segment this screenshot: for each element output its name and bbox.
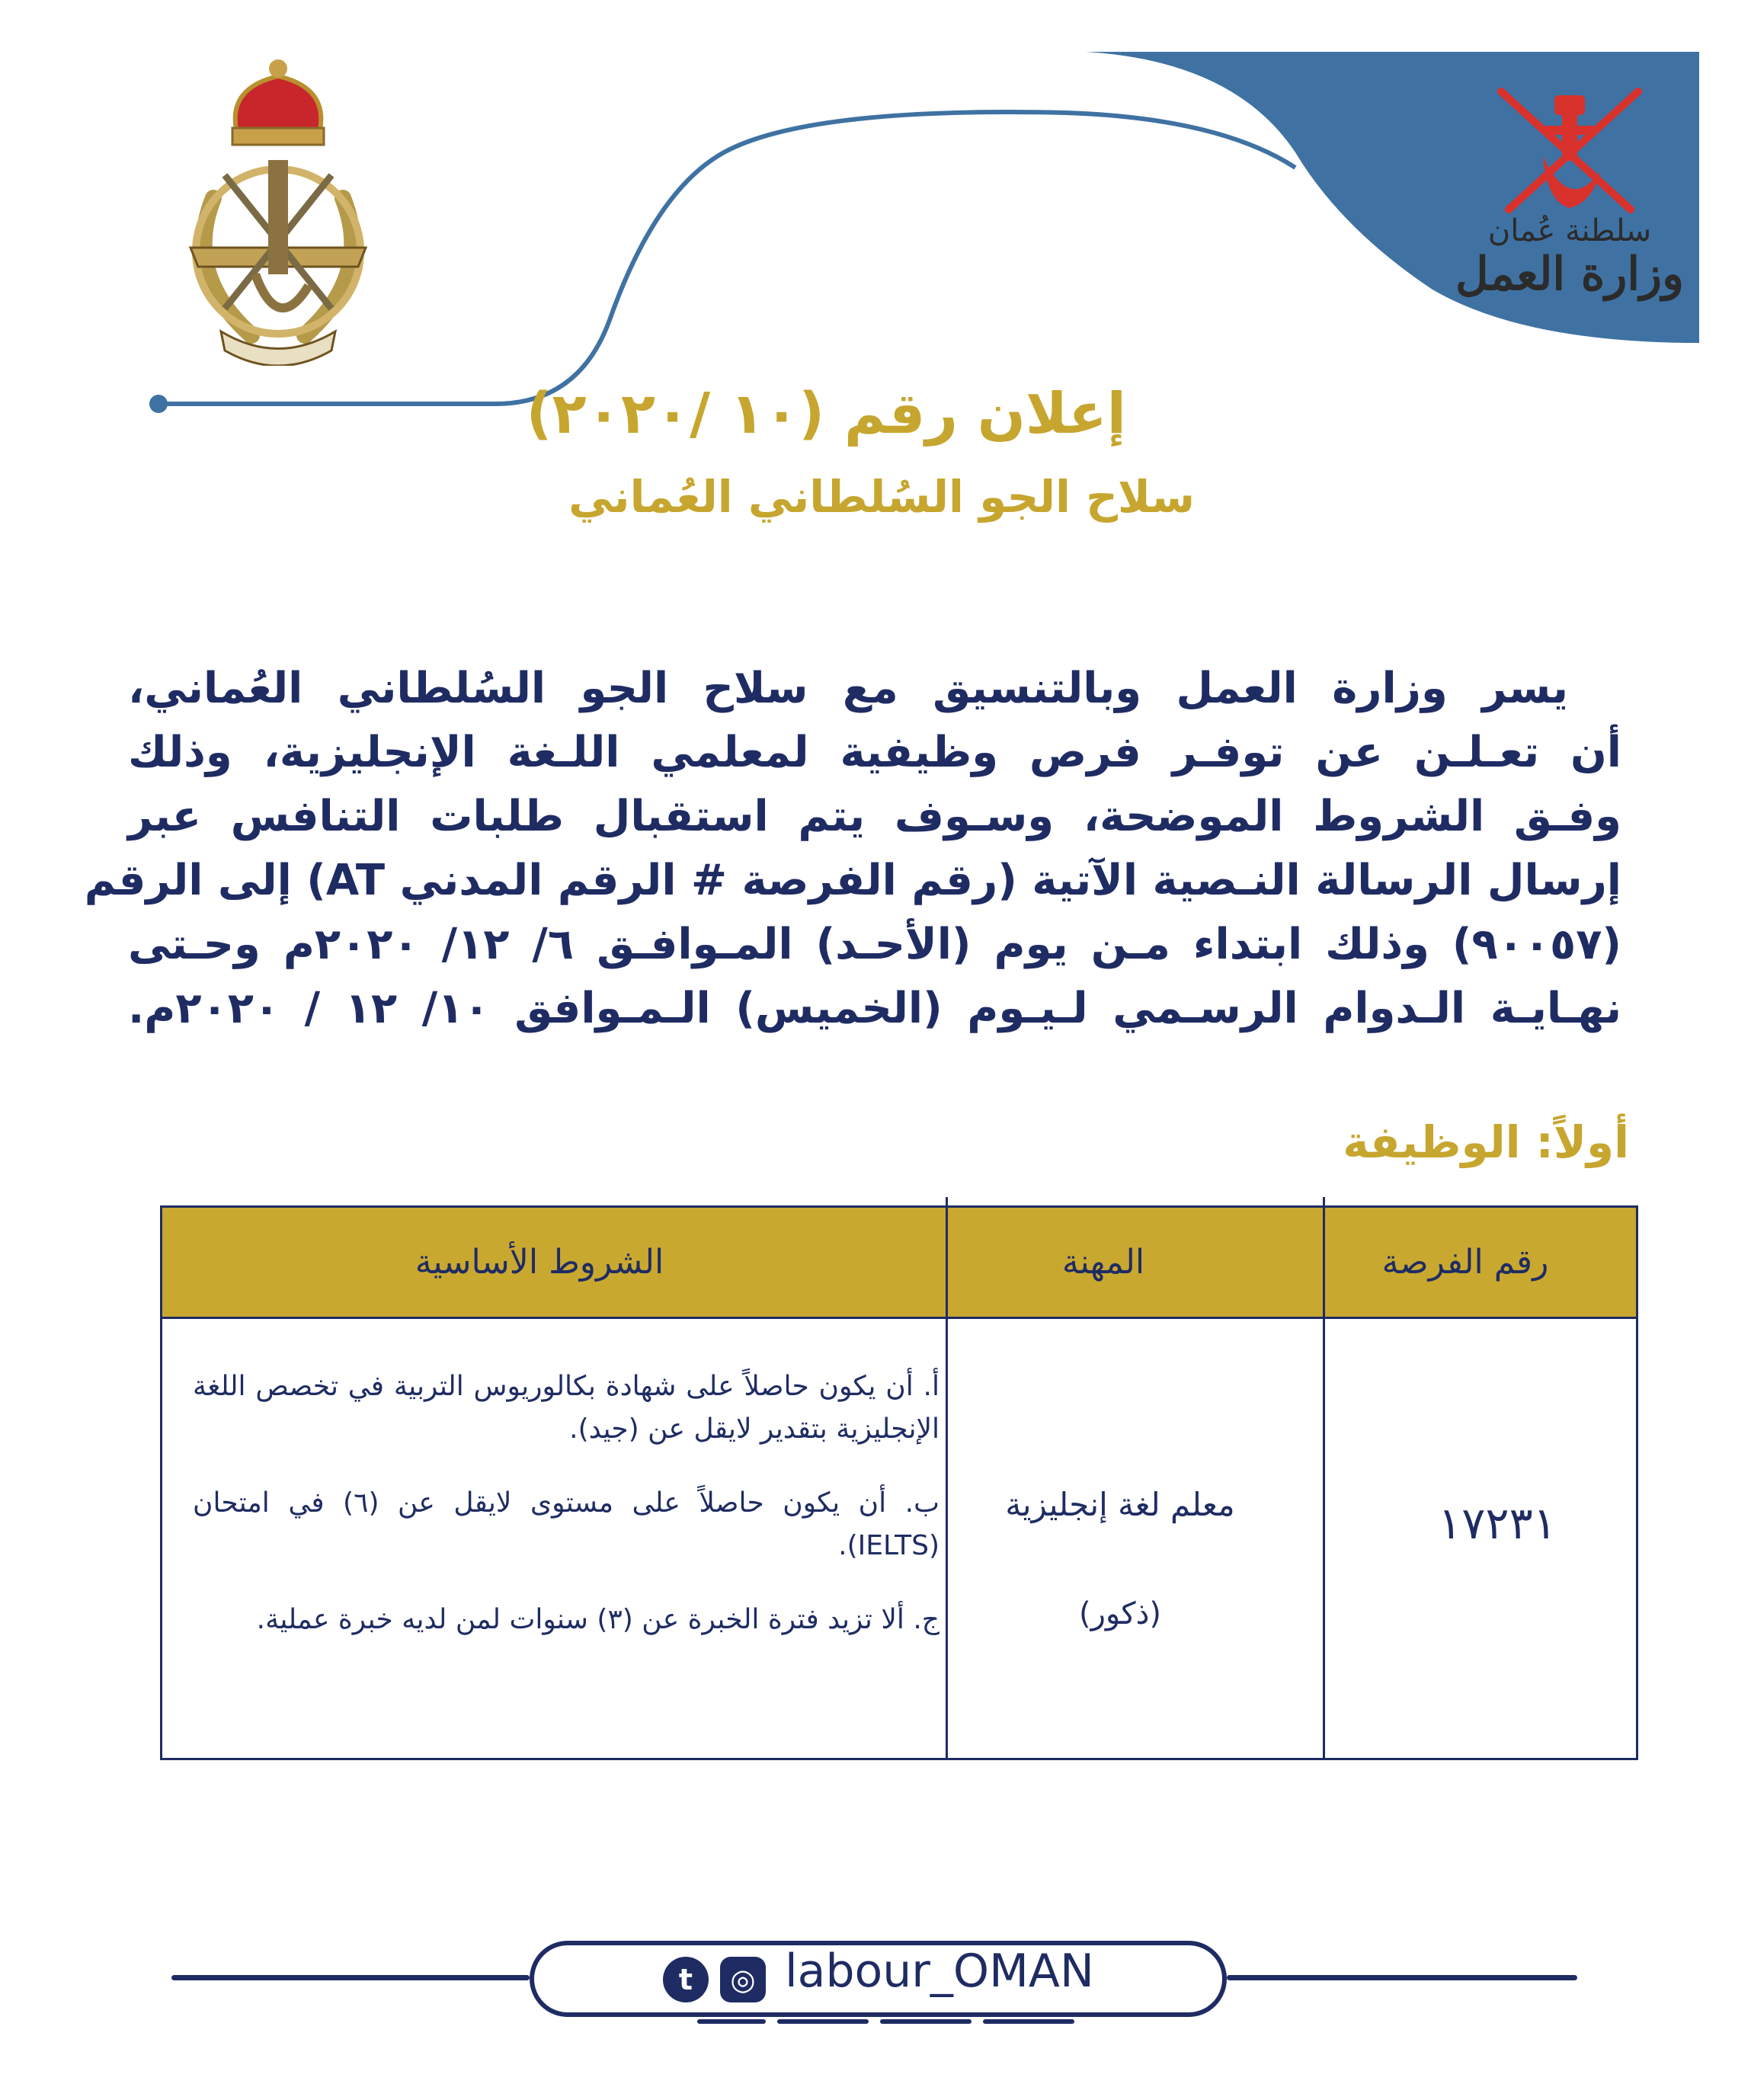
intro-line: يسر وزارة العمل وبالتنسيق مع سلاح الجو السُلطاني العُماني، <box>128 664 1568 713</box>
column-divider <box>946 1197 948 1758</box>
profession-gender: (ذكور) <box>1078 1596 1162 1631</box>
header-opportunity-number: رقم الفرصة <box>1381 1243 1549 1282</box>
footer-line <box>1227 1975 1577 1980</box>
announcement-subtitle: سلاح الجو السُلطاني العُماني <box>568 471 1195 523</box>
curve-dot <box>149 395 168 413</box>
footer-dash <box>777 2019 869 2024</box>
intro-paragraph <box>84 657 1622 1041</box>
table-header-row <box>162 1208 1636 1319</box>
intro-line: إرسال الرسالة النـصية الآتية (رقم الفرصة # الرقم المدني AT) إلى الرقم <box>84 856 1621 905</box>
instagram-icon[interactable]: ◎ <box>720 1957 766 2002</box>
raf-emblem-icon <box>168 46 389 366</box>
requirement-item: ب. أن يكون حاصلاً على مستوى لايقل عن (٦) في امتحان (IELTS). <box>193 1487 940 1561</box>
footer-dash <box>983 2019 1074 2024</box>
social-handle[interactable]: labour_OMAN <box>785 1945 1094 1998</box>
footer-dash <box>697 2019 766 2024</box>
opportunity-number: ١٧٢٣١ <box>1438 1497 1557 1549</box>
footer-line <box>171 1975 530 1980</box>
twitter-icon[interactable]: t <box>663 1957 709 2002</box>
announcement-title: إعلان رقم (١٠ /٢٠٢٠) <box>526 381 1126 447</box>
column-divider <box>1323 1197 1325 1758</box>
intro-line: نهـايـة الـدوام الرسـمي لـيـوم (الخميس) الـمـوافق ١٠/ ١٢ / ٢٠٢٠م. <box>128 984 1622 1033</box>
ministry-country-name: سلطنة عُمان <box>1487 213 1652 248</box>
intro-line: (٩٠٠٥٧) وذلك ابتداء مـن يوم (الأحـد) المـوافـق ٦/ ١٢/ ٢٠٢٠م وحـتى <box>128 920 1621 969</box>
footer-dash <box>880 2019 972 2024</box>
section-heading: أولاً: الوظيفة <box>1343 1116 1629 1168</box>
requirement-item: أ. أن يكون حاصلاً على شهادة بكالوريوس التربية في تخصص اللغة الإنجليزية بتقدير لايقل عن (جيد). <box>193 1371 940 1445</box>
profession-name: معلم لغة إنجليزية <box>1005 1486 1235 1523</box>
requirement-item: ج. ألا تزيد فترة الخبرة عن (٣) سنوات لمن لديه خبرة عملية. <box>256 1604 940 1635</box>
oman-emblem-icon <box>1478 80 1661 217</box>
header-profession: المهنة <box>1061 1243 1145 1282</box>
intro-line: وفـق الشروط الموضحة، وسـوف يتم استقبال طلبات التنافس عبر <box>128 792 1621 841</box>
ministry-name: وزارة العمل <box>1455 248 1684 301</box>
header-requirements: الشروط الأساسية <box>415 1243 664 1282</box>
intro-line: أن تعـلـن عن توفـر فرص وظيفية لمعلمي اللـغة الإنجليزية، وذلك <box>128 728 1621 777</box>
